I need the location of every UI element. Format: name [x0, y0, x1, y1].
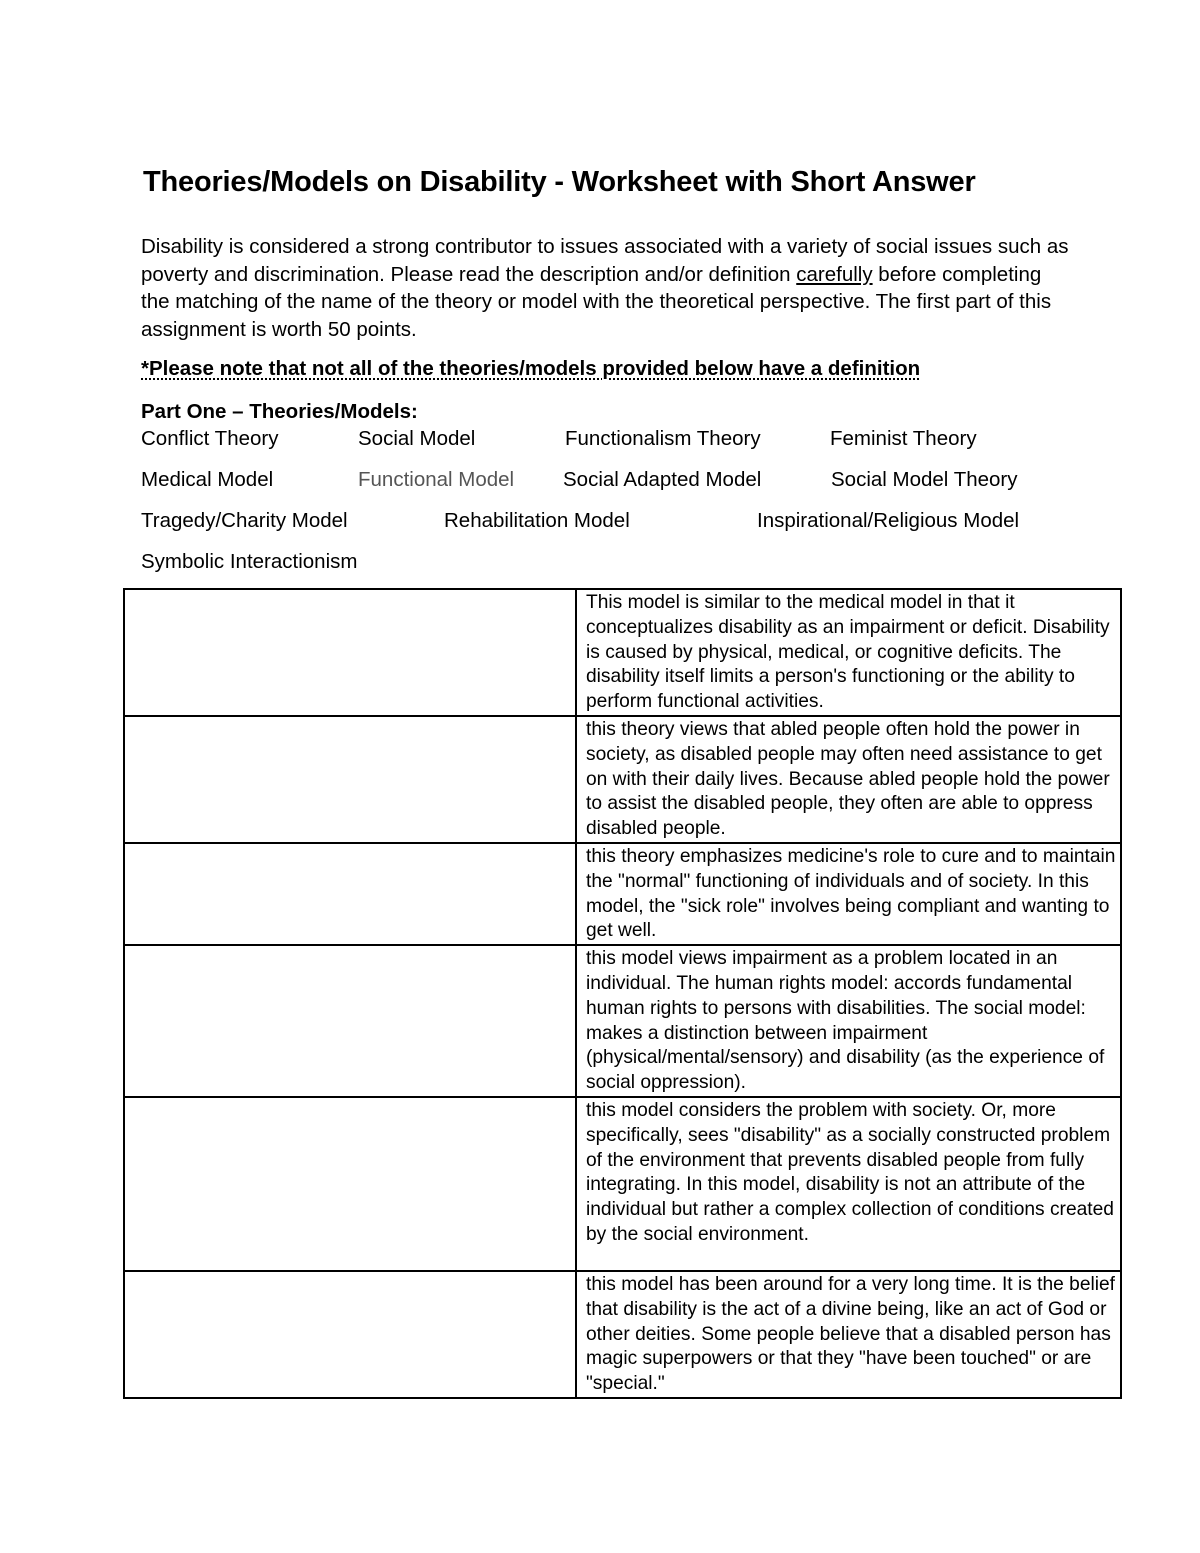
description-cell: This model is similar to the medical model in that it conceptualizes disability as an impairment or deficit. Disability is caused by physical, medical, or cognitive deficits. The disability itself limits a person's functioning or the ability to perform functional activities.	[576, 589, 1121, 716]
answer-cell[interactable]	[124, 1271, 576, 1398]
table-row	[124, 1271, 1121, 1398]
answer-cell[interactable]	[124, 589, 576, 716]
intro-underlined-word: carefully	[796, 262, 873, 286]
term-tragedy-charity-model: Tragedy/Charity Model	[141, 509, 348, 532]
answer-cell[interactable]	[124, 843, 576, 945]
term-inspirational-religious-model: Inspirational/Religious Model	[757, 509, 1020, 532]
answer-cell[interactable]	[124, 1097, 576, 1271]
table-row	[124, 843, 1121, 945]
table-row	[124, 589, 1121, 716]
answer-cell[interactable]	[124, 716, 576, 843]
definition-note: *Please note that not all of the theories/models provided below have a definition	[141, 357, 921, 380]
term-feminist-theory: Feminist Theory	[830, 427, 977, 450]
part-one-heading: Part One – Theories/Models:	[141, 400, 418, 423]
description-cell: this theory emphasizes medicine's role to cure and to maintain the "normal" functioning of individuals and of society. In this model, the "sick role" involves being compliant and wanting to get well.	[576, 843, 1121, 945]
term-symbolic-interactionism: Symbolic Interactionism	[141, 550, 358, 573]
intro-text-part2: before completing the matching of the name of the theory or model with the theoretical perspective. The first part of this assignment is worth 50 points.	[141, 262, 1052, 341]
description-cell: this model views impairment as a problem located in an individual. The human rights model: accords fundamental human rights to persons with disabilities. The social model: makes a distinction between impairment (physical/mental/sensory) and disability (as the experience of social oppression).	[576, 945, 1121, 1097]
term-social-adapted-model: Social Adapted Model	[563, 468, 762, 491]
table-row	[124, 716, 1121, 843]
description-cell: this model considers the problem with society. Or, more specifically, sees "disability" as a socially constructed problem of the environment that prevents disabled people from fully integrating. In this model, disability is not an attribute of the individual but rather a complex collection of conditions created by the social environment.	[576, 1097, 1121, 1271]
term-conflict-theory: Conflict Theory	[141, 427, 279, 450]
answer-cell[interactable]	[124, 945, 576, 1097]
page-title: Theories/Models on Disability - Worksheet with Short Answer	[143, 166, 976, 198]
term-social-model: Social Model	[358, 427, 476, 450]
matching-table	[123, 588, 1122, 1399]
description-cell: this model has been around for a very long time. It is the belief that disability is the act of a divine being, like an act of God or other deities. Some people believe that a disabled person has magic superpowers or that they "have been touched" or are "special."	[576, 1271, 1121, 1398]
intro-paragraph	[141, 233, 1071, 343]
intro-text-part1: Disability is considered a strong contributor to issues associated with a variety of social issues such as poverty and discrimination. Please read the description and/or definition	[141, 235, 1069, 286]
term-functional-model: Functional Model	[358, 468, 515, 491]
term-social-model-theory: Social Model Theory	[831, 468, 1018, 491]
table-row	[124, 1097, 1121, 1271]
description-cell: this theory views that abled people often hold the power in society, as disabled people may often need assistance to get on with their daily lives. Because abled people hold the power to assist the disabled people, they often are able to oppress disabled people.	[576, 716, 1121, 843]
term-rehabilitation-model: Rehabilitation Model	[444, 509, 630, 532]
table-row	[124, 945, 1121, 1097]
term-functionalism-theory: Functionalism Theory	[565, 427, 761, 450]
term-medical-model: Medical Model	[141, 468, 274, 491]
